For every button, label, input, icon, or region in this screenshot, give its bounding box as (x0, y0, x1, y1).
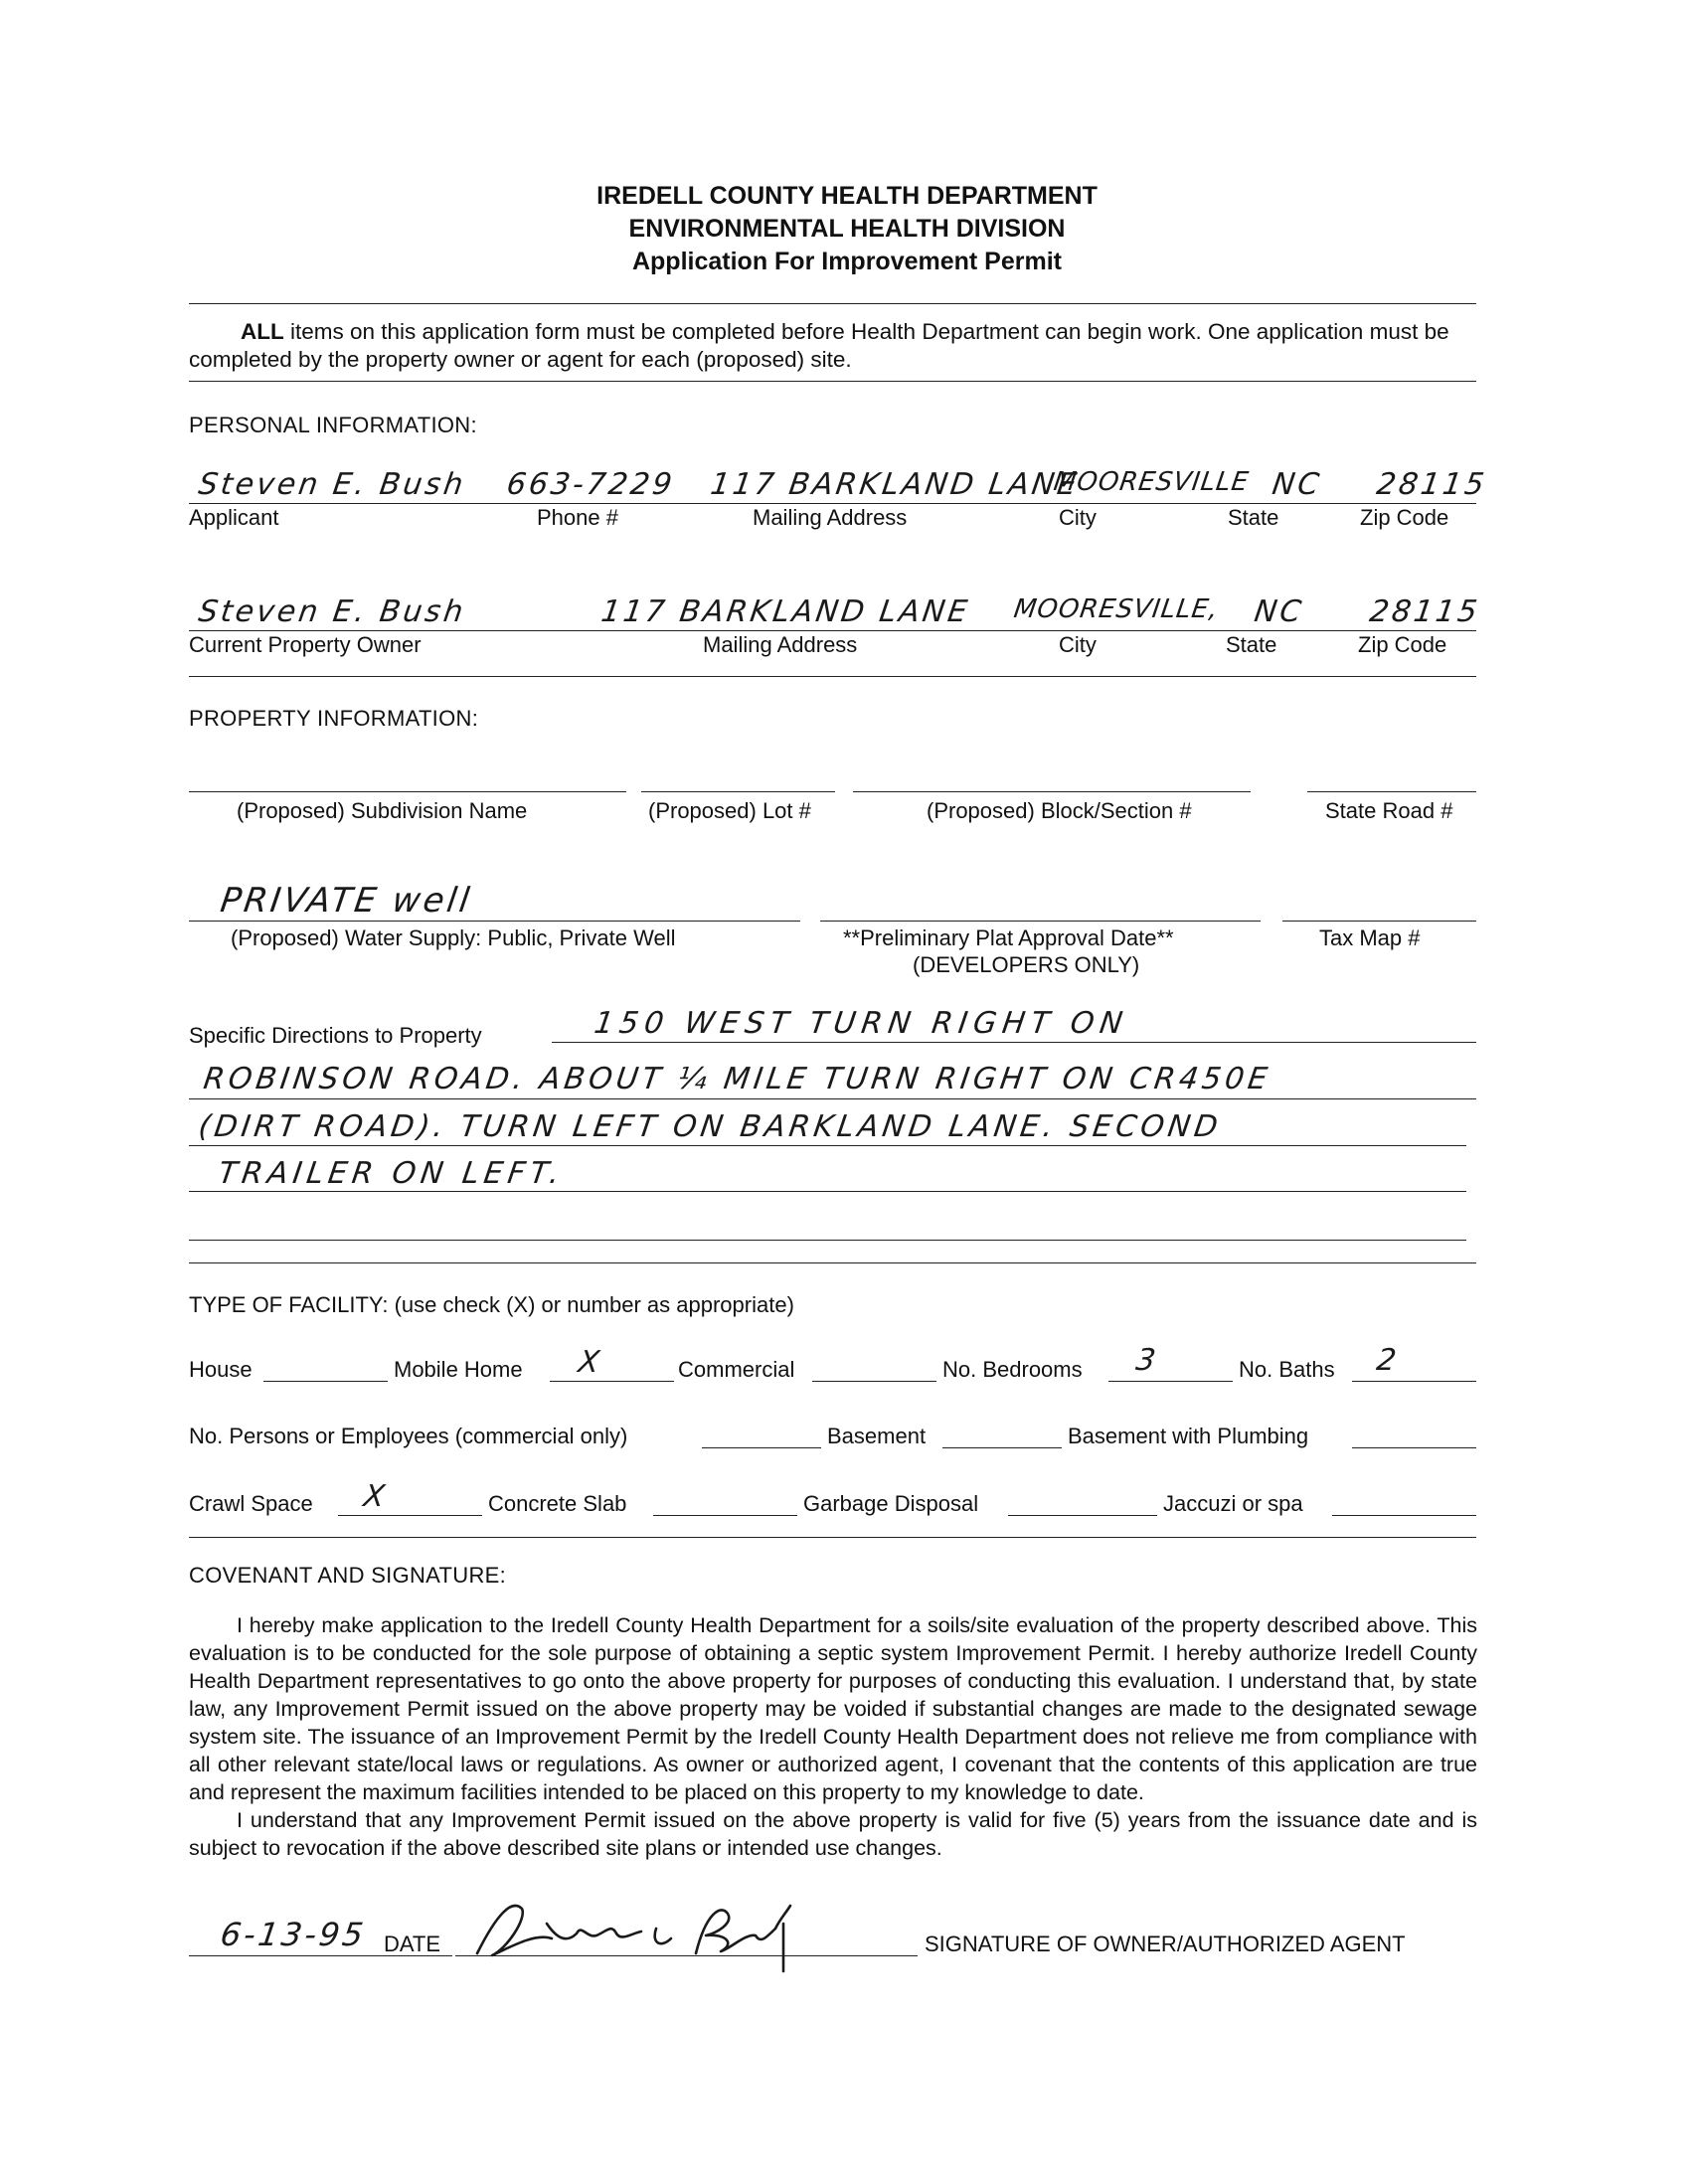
covenant-text (189, 1611, 1477, 1862)
directions-line-3 (189, 1145, 1466, 1146)
directions-line-4 (189, 1191, 1466, 1192)
phone-label: Phone # (537, 505, 618, 530)
baths-label: No. Baths (1239, 1357, 1335, 1382)
intro-text (189, 318, 1477, 374)
concrete-slab-label: Concrete Slab (488, 1491, 627, 1516)
state-road-label: State Road # (1325, 798, 1453, 823)
mobile-home-value[interactable]: X (576, 1345, 605, 1380)
garbage-disposal-label: Garbage Disposal (803, 1491, 979, 1516)
owner-state-label: State (1226, 632, 1277, 657)
bedrooms-line[interactable] (1108, 1381, 1233, 1382)
intro-bold: ALL (241, 319, 284, 344)
directions-label: Specific Directions to Property (189, 1023, 482, 1048)
plat-sublabel: (DEVELOPERS ONLY) (913, 952, 1140, 977)
date-label: DATE (384, 1932, 441, 1956)
state-label: State (1228, 505, 1279, 530)
owner-value[interactable]: Steven E. Bush (196, 594, 468, 629)
persons-line[interactable] (702, 1447, 821, 1448)
basement-plumbing-line[interactable] (1352, 1447, 1476, 1448)
personal-section-title: PERSONAL INFORMATION: (189, 413, 477, 437)
owner-city-label: City (1059, 632, 1097, 657)
rule-property (189, 1262, 1476, 1263)
directions-text-2[interactable]: ROBINSON ROAD. ABOUT ¼ MILE TURN RIGHT ON CR450E (201, 1062, 1273, 1096)
dept-title: IREDELL COUNTY HEALTH DEPARTMENT (596, 182, 1098, 210)
water-value[interactable]: PRIVATE well (218, 881, 475, 921)
subdivision-line[interactable] (189, 791, 626, 792)
bedrooms-label: No. Bedrooms (942, 1357, 1083, 1382)
plat-label: **Preliminary Plat Approval Date** (843, 925, 1174, 950)
mailing-label: Mailing Address (753, 505, 908, 530)
applicant-state-value[interactable]: NC (1270, 467, 1324, 502)
commercial-label: Commercial (678, 1357, 795, 1382)
owner-state-value[interactable]: NC (1252, 594, 1306, 629)
house-label: House (189, 1357, 253, 1382)
applicant-line (189, 503, 1476, 504)
directions-line-2 (189, 1098, 1476, 1099)
lot-line[interactable] (641, 791, 835, 792)
rule-facility (189, 1537, 1476, 1538)
basement-label: Basement (827, 1424, 927, 1448)
mobile-home-label: Mobile Home (394, 1357, 523, 1382)
crawl-space-label: Crawl Space (189, 1491, 313, 1516)
applicant-zip-value[interactable]: 28115 (1374, 467, 1489, 502)
rule-intro (189, 381, 1476, 382)
plat-line[interactable] (820, 921, 1261, 922)
owner-zip-label: Zip Code (1358, 632, 1447, 657)
division-title: ENVIRONMENTAL HEALTH DIVISION (628, 215, 1066, 243)
directions-text-4[interactable]: TRAILER ON LEFT. (216, 1156, 567, 1191)
directions-text-3[interactable]: (DIRT ROAD). TURN LEFT ON BARKLAND LANE. SECOND (196, 1109, 1224, 1144)
basement-plumbing-label: Basement with Plumbing (1068, 1424, 1309, 1448)
concrete-slab-line[interactable] (653, 1515, 797, 1516)
persons-label: No. Persons or Employees (commercial only) (189, 1424, 628, 1448)
applicant-city-value[interactable]: MOORESVILLE (1051, 467, 1252, 497)
jacuzzi-label: Jaccuzi or spa (1163, 1491, 1303, 1516)
owner-zip-value[interactable]: 28115 (1367, 594, 1482, 629)
owner-label: Current Property Owner (189, 632, 422, 657)
water-line (189, 921, 800, 922)
zip-label: Zip Code (1360, 505, 1449, 530)
intro-body: items on this application form must be completed before Health Department can begin work. One application must be completed by the property owner or agent for each (proposed) site. (189, 319, 1449, 372)
block-line[interactable] (853, 791, 1251, 792)
directions-text-1[interactable]: 150 WEST TURN RIGHT ON (592, 1006, 1131, 1041)
covenant-paragraph-2: I understand that any Improvement Permit issued on the above property is valid for five (5) years from the issuance date and is subject to revocation if the above described site plans or intended use changes. (189, 1808, 1477, 1860)
lot-label: (Proposed) Lot # (648, 798, 811, 823)
directions-line-1 (552, 1042, 1476, 1043)
house-line[interactable] (263, 1381, 388, 1382)
applicant-label: Applicant (189, 505, 279, 530)
rule-personal (189, 676, 1476, 677)
signature-image (467, 1894, 805, 1973)
property-section-title: PROPERTY INFORMATION: (189, 706, 479, 731)
applicant-mailing-value[interactable]: 117 BARKLAND LANE (708, 467, 1082, 502)
owner-line (189, 630, 1476, 631)
commercial-line[interactable] (812, 1381, 936, 1382)
covenant-paragraph-1: I hereby make application to the Iredell County Health Department for a soils/site evaluation of the property described above. This evaluation is to be conducted for the sole purpose of obtaining a septic system Improvement Permit. I hereby authorize Iredell County Health Department representatives to go onto the above property for purposes of conducting this evaluation. I understand that, by state law, any Improvement Permit issued on the above property may be voided if substantial changes are made to the designated sewage system site. The issuance of an Improvement Permit by the Iredell County Health Department does not relieve me from compliance with all other relevant state/local laws or regulations. As owner or authorized agent, I covenant that the contents of this application are true and represent the maximum facilities intended to be placed on this property to my knowledge to date. (189, 1613, 1477, 1804)
baths-value[interactable]: 2 (1374, 1343, 1402, 1378)
directions-line-5[interactable] (189, 1240, 1466, 1241)
mobile-home-line[interactable] (550, 1381, 674, 1382)
form-title: Application For Improvement Permit (631, 248, 1062, 275)
baths-line[interactable] (1352, 1381, 1476, 1382)
crawl-space-line[interactable] (338, 1515, 482, 1516)
bedrooms-value[interactable]: 3 (1133, 1343, 1161, 1378)
block-label: (Proposed) Block/Section # (927, 798, 1192, 823)
city-label: City (1059, 505, 1097, 530)
crawl-space-value[interactable]: X (361, 1479, 391, 1514)
water-label: (Proposed) Water Supply: Public, Private Well (231, 925, 676, 950)
date-value[interactable]: 6-13-95 (218, 1916, 369, 1953)
basement-line[interactable] (942, 1447, 1062, 1448)
taxmap-label: Tax Map # (1319, 925, 1421, 950)
taxmap-line[interactable] (1282, 921, 1476, 922)
state-road-line[interactable] (1307, 791, 1476, 792)
subdivision-label: (Proposed) Subdivision Name (237, 798, 528, 823)
applicant-phone-value[interactable]: 663-7229 (504, 467, 677, 502)
applicant-value[interactable]: Steven E. Bush (196, 467, 468, 502)
rule-top (189, 303, 1476, 304)
owner-mailing-label: Mailing Address (703, 632, 858, 657)
owner-city-value[interactable]: MOORESVILLE, (1011, 594, 1221, 624)
facility-section-title: TYPE OF FACILITY: (use check (X) or number as appropriate) (189, 1292, 794, 1317)
covenant-section-title: COVENANT AND SIGNATURE: (189, 1563, 507, 1588)
jacuzzi-line[interactable] (1332, 1515, 1476, 1516)
owner-mailing-value[interactable]: 117 BARKLAND LANE (598, 594, 972, 629)
garbage-disposal-line[interactable] (1008, 1515, 1157, 1516)
signature-label: SIGNATURE OF OWNER/AUTHORIZED AGENT (925, 1932, 1406, 1956)
